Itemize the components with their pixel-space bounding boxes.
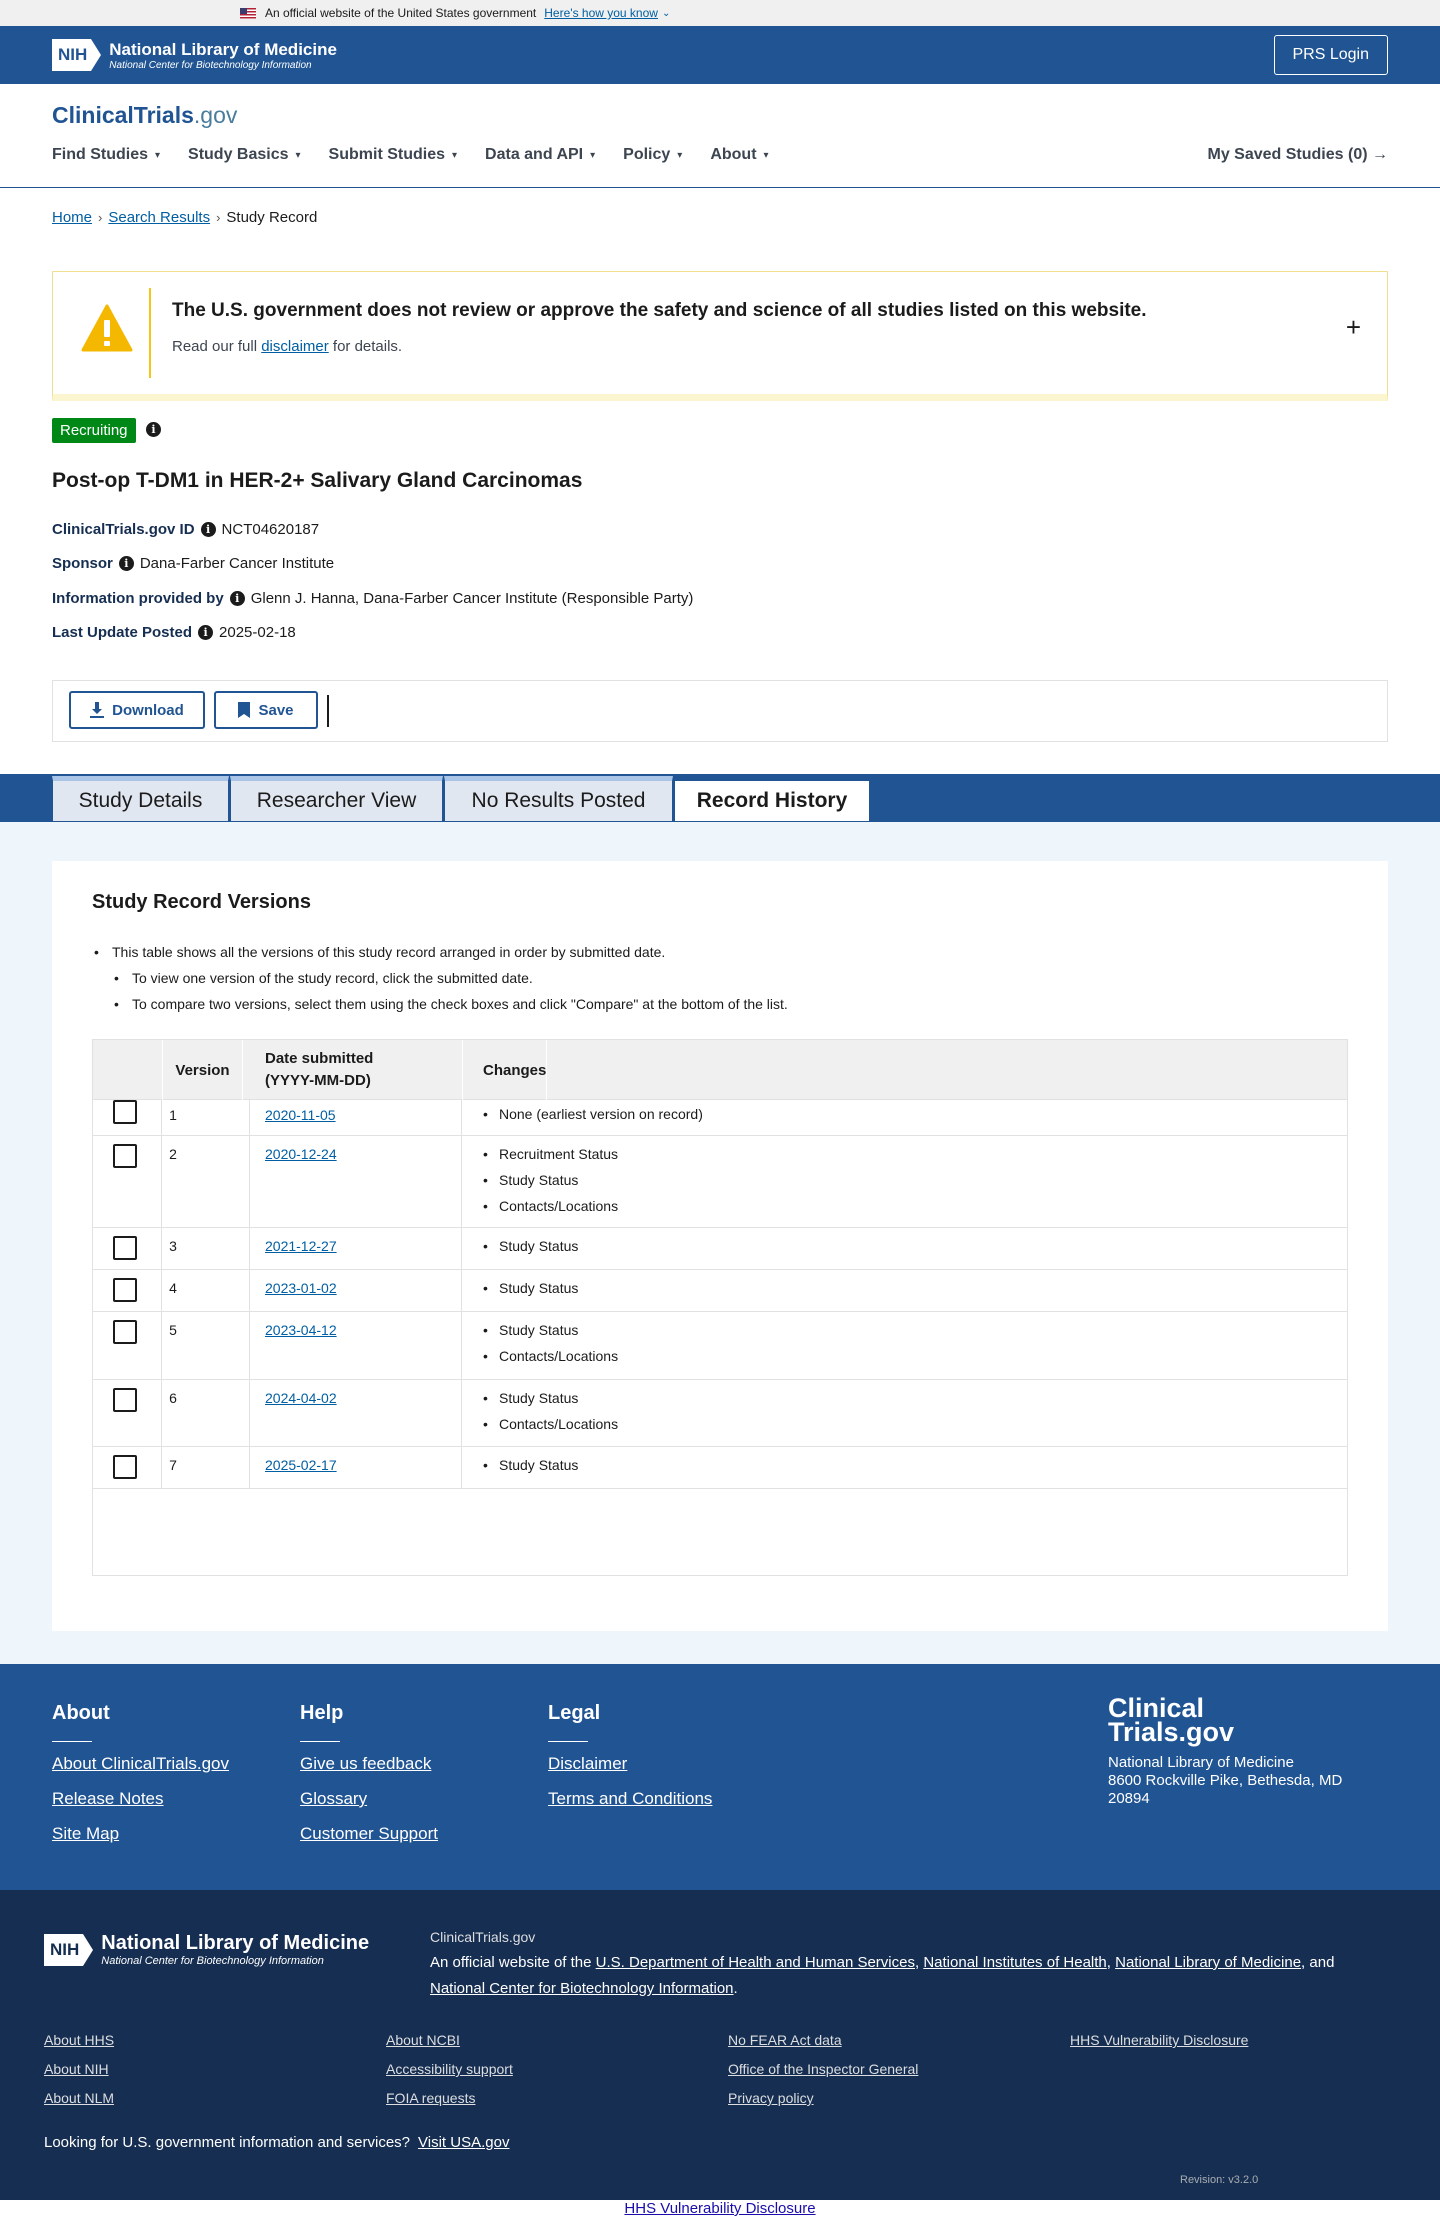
nav-label: Submit Studies bbox=[328, 146, 445, 163]
meta-value: Dana-Farber Cancer Institute bbox=[139, 555, 335, 572]
footer-about-column bbox=[52, 1702, 229, 1859]
change-item: • Study Status bbox=[483, 1275, 578, 1301]
nih-header bbox=[0, 26, 1440, 84]
info-icon[interactable]: i bbox=[146, 422, 161, 437]
compare-checkbox[interactable] bbox=[113, 1144, 137, 1168]
chevron-down-icon: ▾ bbox=[763, 149, 769, 161]
chevron-down-icon: ▾ bbox=[295, 149, 301, 161]
info-icon[interactable]: i bbox=[198, 625, 213, 640]
official-and: and bbox=[1309, 1954, 1335, 1971]
footer-links-col4 bbox=[1070, 2026, 1248, 2055]
nav-label: Find Studies bbox=[52, 146, 148, 163]
tab-no-results-posted[interactable]: No Results Posted bbox=[444, 776, 673, 822]
instruction-item: • To compare two versions, select them using the check boxes and click "Compare" at the bottom of the list. bbox=[92, 991, 788, 1017]
nlm-footer-logo[interactable] bbox=[44, 1932, 369, 1967]
compare-checkbox[interactable] bbox=[113, 1100, 137, 1124]
save-label: Save bbox=[258, 701, 294, 719]
chevron-right-icon: › bbox=[216, 210, 221, 225]
heres-how-you-know-link[interactable]: Here's how you know bbox=[544, 6, 658, 20]
nav-submit-studies[interactable] bbox=[329, 146, 457, 164]
usa-gov-line bbox=[44, 2134, 509, 2151]
nlm-logo-subtitle: National Center for Biotechnology Information bbox=[109, 59, 312, 71]
header-changes: Changes bbox=[463, 1040, 547, 1100]
nih-link[interactable]: National Institutes of Health bbox=[923, 1954, 1107, 1971]
version-date-link[interactable]: 2021-12-27 bbox=[265, 1238, 337, 1254]
footer-link[interactable]: Give us feedback bbox=[300, 1754, 432, 1773]
change-item: • None (earliest version on record) bbox=[483, 1101, 703, 1127]
meta-value: 2025-02-18 bbox=[219, 624, 296, 641]
footer-rule bbox=[300, 1741, 340, 1742]
footer-site-name: ClinicalTrials.gov bbox=[430, 1929, 536, 1945]
nlm-logo-subtitle: National Center for Biotechnology Information bbox=[101, 1955, 324, 1967]
nlm-logo-title: National Library of Medicine bbox=[109, 39, 337, 59]
footer-rule bbox=[548, 1741, 588, 1742]
header-select bbox=[93, 1040, 163, 1100]
ncbi-link[interactable]: National Center for Biotechnology Information bbox=[430, 1980, 734, 1997]
version-date-link[interactable]: 2020-11-05 bbox=[265, 1107, 336, 1123]
table-row bbox=[93, 1447, 1347, 1489]
meta-information-provided-by bbox=[52, 590, 693, 607]
change-item: • Study Status bbox=[483, 1452, 578, 1478]
meta-label: Last Update Posted bbox=[52, 624, 193, 641]
table-row bbox=[93, 1380, 1347, 1447]
gov-banner bbox=[0, 0, 1440, 26]
official-prefix: An official website of the bbox=[430, 1954, 596, 1971]
version-changes bbox=[483, 1385, 618, 1437]
chevron-down-icon[interactable]: ⌄ bbox=[661, 7, 671, 19]
version-number: 1 bbox=[169, 1107, 177, 1123]
bookmark-icon bbox=[238, 702, 250, 718]
info-icon[interactable]: i bbox=[201, 522, 216, 537]
header-version: Version bbox=[163, 1040, 243, 1100]
header-date-line1: Date submitted bbox=[265, 1050, 374, 1067]
disclaimer-text bbox=[172, 338, 402, 355]
footer-link[interactable]: Disclaimer bbox=[548, 1754, 628, 1773]
prs-login-button[interactable]: PRS Login bbox=[1274, 35, 1389, 75]
hhs-link[interactable]: U.S. Department of Health and Human Services bbox=[595, 1954, 915, 1971]
usa-text: Looking for U.S. government information and services? bbox=[44, 2134, 411, 2151]
table-row bbox=[93, 1312, 1347, 1380]
nlm-logo[interactable] bbox=[52, 39, 337, 71]
nav-label: Data and API bbox=[485, 146, 584, 163]
saved-label: My Saved Studies (0) bbox=[1207, 146, 1368, 163]
version-date-link[interactable]: 2020-12-24 bbox=[265, 1146, 337, 1162]
disclaimer-link[interactable]: disclaimer bbox=[261, 338, 329, 355]
chevron-down-icon: ▾ bbox=[677, 149, 683, 161]
nav-study-basics[interactable] bbox=[188, 146, 301, 164]
footer-link[interactable]: About ClinicalTrials.gov bbox=[52, 1754, 229, 1773]
breadcrumb-current: Study Record bbox=[226, 209, 318, 226]
change-item: • Study Status bbox=[483, 1317, 618, 1343]
version-number: 6 bbox=[169, 1390, 177, 1406]
main-nav bbox=[52, 146, 797, 164]
footer-link[interactable]: Customer Support bbox=[300, 1824, 438, 1843]
nih-logo-mark: NIH bbox=[44, 1934, 83, 1966]
header-date-submitted bbox=[253, 1040, 463, 1100]
versions-heading: Study Record Versions bbox=[92, 891, 311, 913]
footer-heading: Help bbox=[300, 1702, 344, 1724]
change-item: • Study Status bbox=[483, 1233, 578, 1259]
meta-label: ClinicalTrials.gov ID bbox=[52, 521, 195, 538]
version-changes bbox=[483, 1317, 618, 1369]
table-empty-footer bbox=[93, 1489, 1347, 1576]
table-header bbox=[93, 1040, 1347, 1100]
version-date-link[interactable]: 2025-02-17 bbox=[265, 1457, 337, 1473]
footer-heading: About bbox=[52, 1702, 110, 1724]
chevron-down-icon: ▾ bbox=[590, 149, 596, 161]
footer-brand-line1: Clinical bbox=[1108, 1693, 1205, 1723]
version-number: 3 bbox=[169, 1238, 177, 1254]
version-date-link[interactable]: 2024-04-02 bbox=[265, 1390, 337, 1406]
instruction-item: • This table shows all the versions of this study record arranged in order by submitted date. bbox=[92, 939, 788, 965]
info-icon[interactable]: i bbox=[119, 556, 134, 571]
us-flag-icon bbox=[240, 8, 256, 19]
download-button[interactable] bbox=[69, 691, 205, 729]
versions-instructions bbox=[92, 939, 788, 1017]
study-record-versions-card bbox=[52, 861, 1388, 1631]
site-footer bbox=[0, 1664, 1440, 1890]
nih-logo-mark: NIH bbox=[52, 39, 91, 71]
meta-last-update-posted bbox=[52, 624, 296, 641]
footer-link[interactable]: Terms and Conditions bbox=[548, 1789, 713, 1808]
table-row bbox=[93, 1228, 1347, 1270]
logo-suffix: .gov bbox=[193, 102, 238, 128]
chevron-right-icon: › bbox=[98, 210, 103, 225]
footer-link[interactable]: About NLM bbox=[44, 2090, 115, 2106]
status-badge: Recruiting bbox=[52, 418, 136, 443]
meta-value: NCT04620187 bbox=[221, 521, 320, 538]
version-number: 4 bbox=[169, 1280, 177, 1296]
tab-researcher-view[interactable]: Researcher View bbox=[230, 776, 443, 822]
expand-icon[interactable]: + bbox=[1345, 312, 1361, 342]
footer-links-col3 bbox=[728, 2026, 918, 2113]
tab-record-history[interactable]: Record History bbox=[674, 776, 870, 822]
change-item: • Contacts/Locations bbox=[483, 1193, 618, 1219]
nlm-footer bbox=[0, 1890, 1440, 2200]
footer-link[interactable]: About NIH bbox=[44, 2061, 109, 2077]
disclaimer-suffix: for details. bbox=[328, 338, 403, 355]
revision-text: Revision: v3.2.0 bbox=[1180, 2174, 1259, 2186]
footer-link[interactable]: Site Map bbox=[52, 1824, 120, 1843]
change-item: • Study Status bbox=[483, 1167, 618, 1193]
chevron-down-icon: ▾ bbox=[155, 149, 161, 161]
version-changes bbox=[483, 1101, 703, 1127]
footer-links-col1 bbox=[44, 2026, 114, 2113]
usa-gov-link[interactable]: Visit USA.gov bbox=[418, 2134, 510, 2151]
footer-link[interactable]: Glossary bbox=[300, 1789, 368, 1808]
compare-checkbox[interactable] bbox=[113, 1455, 137, 1479]
change-item: • Contacts/Locations bbox=[483, 1411, 618, 1437]
footer-link[interactable]: HHS Vulnerability Disclosure bbox=[1070, 2032, 1249, 2048]
meta-label: Information provided by bbox=[52, 590, 224, 607]
nav-label: About bbox=[710, 146, 757, 163]
action-bar bbox=[52, 680, 1388, 742]
nav-data-and-api[interactable] bbox=[485, 146, 595, 164]
meta-nct-id bbox=[52, 521, 319, 538]
gov-banner-text: An official website of the United States government bbox=[265, 6, 537, 20]
version-number: 7 bbox=[169, 1457, 177, 1473]
footer-brand bbox=[1108, 1693, 1368, 1808]
version-changes bbox=[483, 1233, 578, 1259]
footer-legal-column bbox=[548, 1702, 712, 1824]
footer-address-line2: 8600 Rockville Pike, Bethesda, MD 20894 bbox=[1108, 1772, 1343, 1807]
disclaimer-prefix: Read our full bbox=[172, 338, 262, 355]
version-changes bbox=[483, 1452, 578, 1478]
chevron-down-icon: ▾ bbox=[452, 149, 458, 161]
hhs-vulnerability-disclosure-link[interactable]: HHS Vulnerability Disclosure bbox=[624, 2200, 816, 2217]
table-row bbox=[93, 1136, 1347, 1228]
compare-checkbox[interactable] bbox=[113, 1388, 137, 1412]
footer-help-column bbox=[300, 1702, 438, 1859]
version-number: 5 bbox=[169, 1322, 177, 1338]
footer-link[interactable]: About HHS bbox=[44, 2032, 115, 2048]
footer-link[interactable]: About NCBI bbox=[386, 2032, 460, 2048]
clinicaltrials-logo[interactable] bbox=[52, 102, 237, 129]
nav-policy[interactable] bbox=[623, 146, 682, 164]
logo-main: ClinicalTrials bbox=[52, 102, 194, 128]
download-icon bbox=[90, 702, 104, 718]
footer-address-line1: National Library of Medicine bbox=[1108, 1754, 1294, 1771]
nav-label: Policy bbox=[623, 146, 671, 163]
nlm-link[interactable]: National Library of Medicine bbox=[1115, 1954, 1302, 1971]
nav-label: Study Basics bbox=[188, 146, 289, 163]
meta-value: Glenn J. Hanna, Dana-Farber Cancer Institute (Responsible Party) bbox=[250, 590, 694, 607]
info-icon[interactable]: i bbox=[230, 591, 245, 606]
change-item: • Contacts/Locations bbox=[483, 1343, 618, 1369]
compare-checkbox[interactable] bbox=[113, 1278, 137, 1302]
my-saved-studies-link[interactable] bbox=[1208, 146, 1389, 164]
meta-label: Sponsor bbox=[52, 555, 113, 572]
warning-icon bbox=[81, 304, 133, 352]
footer-rule bbox=[52, 1741, 92, 1742]
tab-study-details[interactable]: Study Details bbox=[52, 776, 229, 822]
arrow-right-icon: → bbox=[1372, 146, 1388, 163]
disclaimer-title: The U.S. government does not review or approve the safety and science of all studies listed on this website. bbox=[172, 300, 1147, 321]
version-number: 2 bbox=[169, 1146, 177, 1162]
breadcrumb-home[interactable]: Home bbox=[52, 209, 93, 226]
version-changes bbox=[483, 1275, 578, 1301]
versions-table bbox=[92, 1039, 1348, 1576]
footer-link[interactable]: Release Notes bbox=[52, 1789, 164, 1808]
footer-link[interactable]: Accessibility support bbox=[386, 2061, 513, 2077]
bottom-link-bar bbox=[0, 2200, 1440, 2224]
header-date-line2: (YYYY-MM-DD) bbox=[265, 1072, 371, 1089]
breadcrumb-search-results[interactable]: Search Results bbox=[108, 209, 211, 226]
nav-about[interactable] bbox=[710, 146, 768, 164]
footer-link[interactable]: No FEAR Act data bbox=[728, 2032, 842, 2048]
compare-checkbox[interactable] bbox=[113, 1236, 137, 1260]
study-title: Post-op T-DM1 in HER-2+ Salivary Gland Carcinomas bbox=[52, 469, 583, 492]
breadcrumb bbox=[52, 209, 317, 226]
disclaimer-divider bbox=[149, 288, 151, 378]
footer-brand-line2: Trials.gov bbox=[1108, 1717, 1235, 1747]
table-row bbox=[93, 1270, 1347, 1312]
official-website-text: ClinicalTrials.gov An official website of the U.S. Department of Health and Human Services, National Institutes of Health, National Library of Medicine, and National Center for Biotechnology Information. bbox=[430, 1924, 1390, 2002]
download-label: Download bbox=[112, 701, 184, 719]
change-item: • Study Status bbox=[483, 1385, 618, 1411]
version-date-link[interactable]: 2023-04-12 bbox=[265, 1322, 337, 1338]
footer-link[interactable]: FOIA requests bbox=[386, 2090, 476, 2106]
nav-find-studies[interactable] bbox=[52, 146, 160, 164]
footer-link[interactable]: Office of the Inspector General bbox=[728, 2061, 919, 2077]
meta-sponsor bbox=[52, 555, 334, 572]
version-date-link[interactable]: 2023-01-02 bbox=[265, 1280, 337, 1296]
nlm-logo-title: National Library of Medicine bbox=[101, 1932, 370, 1954]
footer-links-col2 bbox=[386, 2026, 513, 2113]
instruction-item: • To view one version of the study record, click the submitted date. bbox=[92, 965, 788, 991]
compare-checkbox[interactable] bbox=[113, 1320, 137, 1344]
site-header bbox=[0, 84, 1440, 188]
disclaimer-alert bbox=[52, 271, 1388, 401]
footer-heading: Legal bbox=[548, 1702, 601, 1724]
footer-link[interactable]: Privacy policy bbox=[728, 2090, 814, 2106]
action-divider bbox=[327, 695, 329, 727]
version-changes bbox=[483, 1141, 618, 1219]
change-item: • Recruitment Status bbox=[483, 1141, 618, 1167]
save-button[interactable] bbox=[214, 691, 318, 729]
